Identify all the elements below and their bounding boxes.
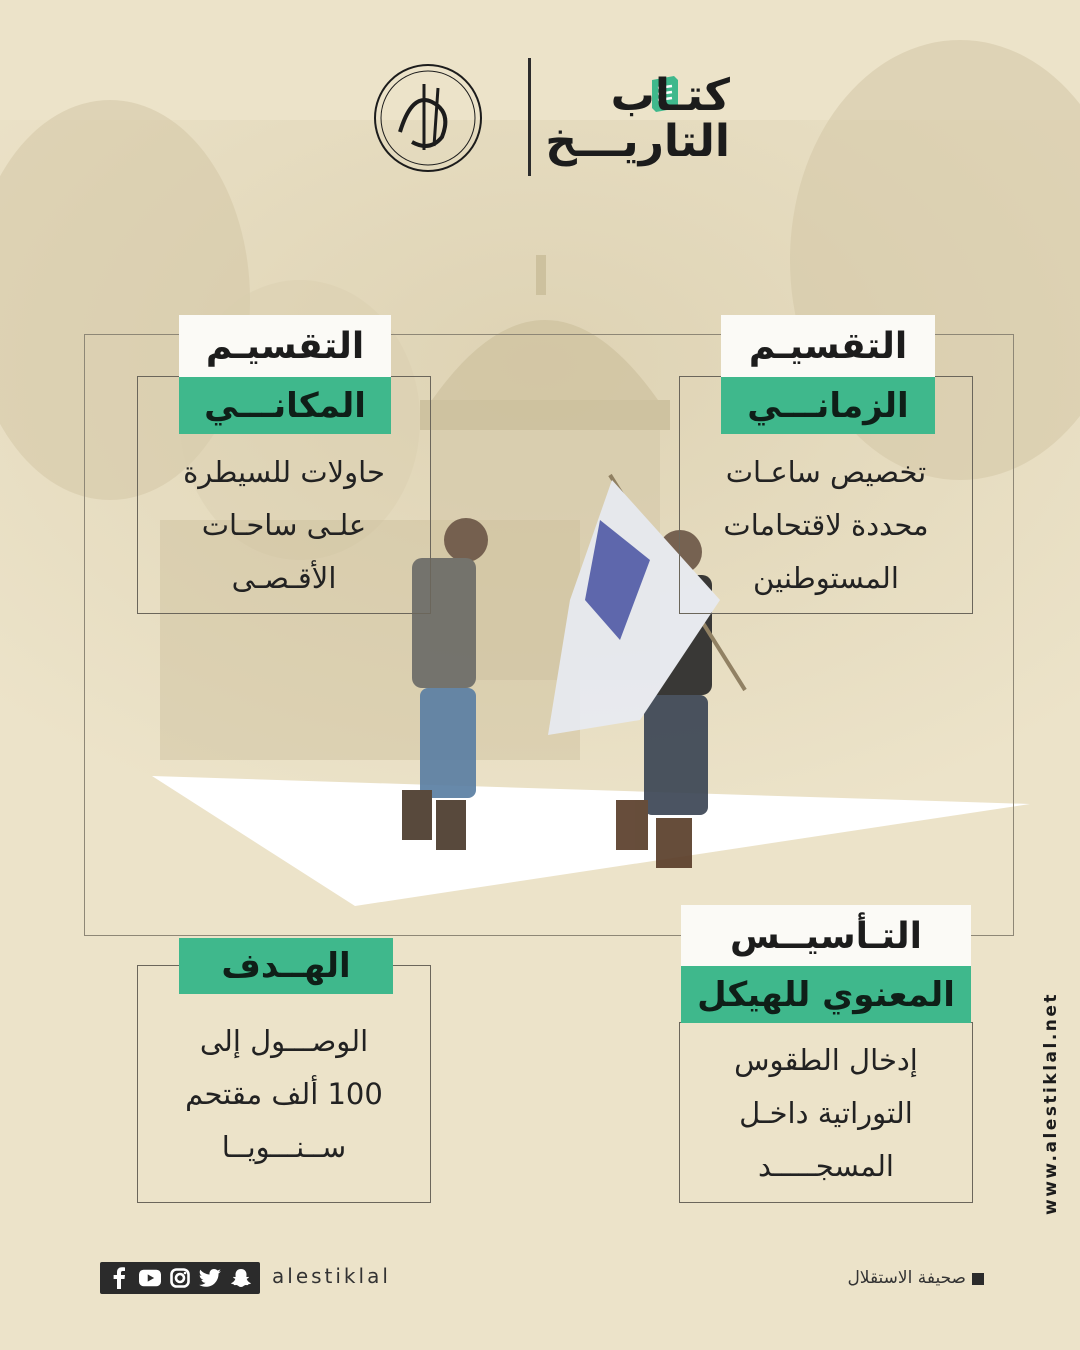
website-url[interactable] [1029,985,1069,1215]
temporal-text-line: المستوطنين [753,561,899,595]
goal-label-green: الهــدف [179,938,393,994]
spatial-text-line: علـى ساحـات [201,508,367,542]
bullet-square [972,1273,984,1285]
spatial-text-line: حاولات للسيطرة [183,455,385,489]
spatial-text-line: الأقـصـى [231,561,337,595]
twitter-icon[interactable] [199,1267,221,1289]
foundation-text [681,1034,971,1193]
instagram-icon[interactable] [169,1267,191,1289]
snapchat-icon[interactable] [230,1267,252,1289]
brand-title-line2: التاريـــخ [545,116,730,167]
temporal-text-line: محددة لاقتحامات [723,508,929,542]
temporal-text-line: تخصيص ساعـات [725,455,927,489]
foundation-text-line: إدخال الطقوس [734,1043,918,1077]
spatial-label-green: المكانـــي [179,377,391,434]
foundation-label-green: المعنوي للهيكل [681,966,971,1023]
brand-title-line1: كتـاب [610,70,730,121]
temporal-text [681,446,971,605]
goal-text-line: ســنـــويــا [221,1130,347,1164]
foundation-text-line: التوراتية داخـل [739,1096,913,1130]
temporal-label-white: التقسيـم [721,315,935,377]
website-url-text[interactable]: www.alestiklal.net [1041,991,1061,1215]
publisher-credit: صحيفة الاستقلال [847,1268,966,1288]
spatial-label-white: التقسيـم [179,315,391,377]
goal-text [139,1015,429,1174]
seal-logo [372,62,484,174]
facebook-icon[interactable] [108,1267,130,1289]
social-handle[interactable]: alestiklal [272,1264,391,1288]
foundation-text-line: المسجـــــد [758,1149,894,1183]
goal-text-line: الوصـــول إلى [199,1024,369,1058]
youtube-icon[interactable] [139,1267,161,1289]
temporal-label-green: الزمانـــي [721,377,935,434]
foundation-label-white: التـأسيــس [681,905,971,967]
social-icons-bar [100,1262,260,1294]
goal-text-line: 100 ألف مقتحم [185,1077,383,1111]
spatial-text [139,446,429,605]
header-divider [528,58,531,176]
